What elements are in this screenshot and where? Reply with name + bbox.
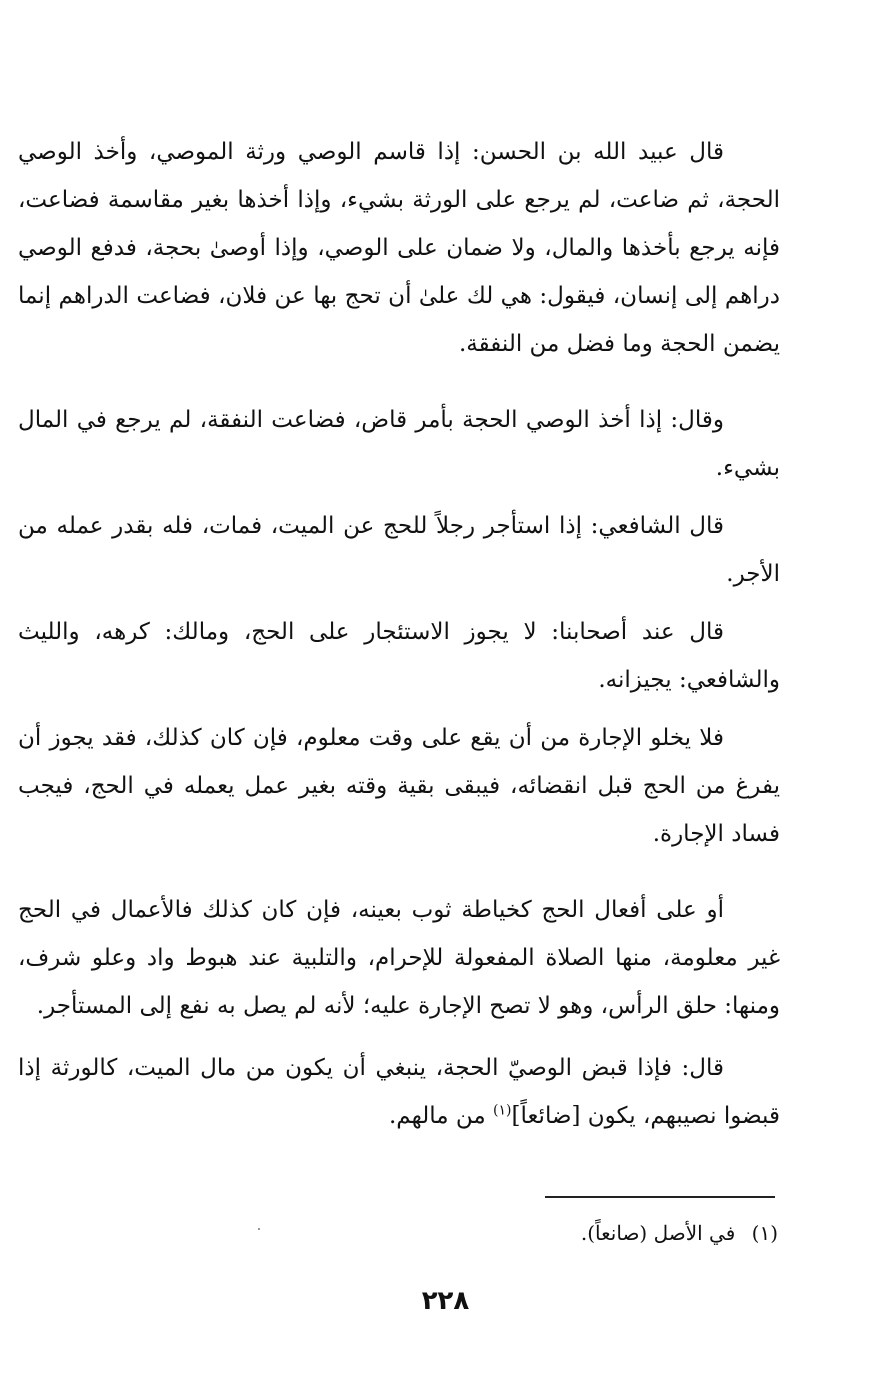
speck <box>258 1228 260 1230</box>
paragraph-7-end: من مالهم. <box>389 1103 494 1129</box>
footnote-text: في الأصل (صانعاً). <box>580 1221 736 1245</box>
footnote-reference: (١) <box>493 1102 512 1119</box>
paragraph-4: قال عند أصحابنا: لا يجوز الاستئجار على الحج، ومالك: كرهه، والليث والشافعي: يجيزانه. <box>18 619 780 693</box>
footnote <box>380 1218 778 1248</box>
paragraph-6: أو على أفعال الحج كخياطة ثوب بعينه، فإن كان كذلك فالأعمال في الحج غير معلومة، منها الصلاة المفعولة للإحرام، والتلبية عند هبوط واد وعلو شرف، ومنها: حلق الرأس، وهو لا تصح الإجارة عليه؛ لأنه لم يصل به نفع إلى المستأجر. <box>18 897 780 1019</box>
paragraph-3: قال الشافعي: إذا استأجر رجلاً للحج عن الميت، فمات، فله بقدر عمله من الأجر. <box>18 513 780 587</box>
main-text <box>18 128 780 1140</box>
paragraph-2: وقال: إذا أخذ الوصي الحجة بأمر قاض، فضاعت النفقة، لم يرجع في المال بشيء. <box>18 407 780 481</box>
footnote-separator <box>545 1196 775 1198</box>
paragraph-5: فلا يخلو الإجارة من أن يقع على وقت معلوم، فإن كان كذلك، فقد يجوز أن يفرغ من الحج قبل انقضائه، فيبقى بقية وقته بغير عمل يعمله في الحج، فيجب فساد الإجارة. <box>18 725 780 847</box>
paragraph-7 <box>18 1044 780 1140</box>
paragraph-1: قال عبيد الله بن الحسن: إذا قاسم الوصي ورثة الموصي، وأخذ الوصي الحجة، ثم ضاعت، لم يرجع على الورثة بشيء، وإذا أخذها بغير مقاسمة فضاعت، فإنه يرجع بأخذها والمال، ولا ضمان على الوصي، وإذا أوصىٰ بحجة، فدفع الوصي دراهم إلى إنسان، فيقول: هي لك علىٰ أن تحج بها عن فلان، فضاعت الدراهم إنما يضمن الحجة وما فضل من النفقة. <box>18 139 780 357</box>
paragraph-7-main: قال: فإذا قبض الوصيّ الحجة، ينبغي أن يكون من مال الميت، كالورثة إذا قبضوا نصيبهم، يكون [ضائعاً] <box>18 1055 780 1129</box>
page-number: ٢٢٨ <box>421 1286 470 1316</box>
footnote-number: (١) <box>751 1221 778 1245</box>
